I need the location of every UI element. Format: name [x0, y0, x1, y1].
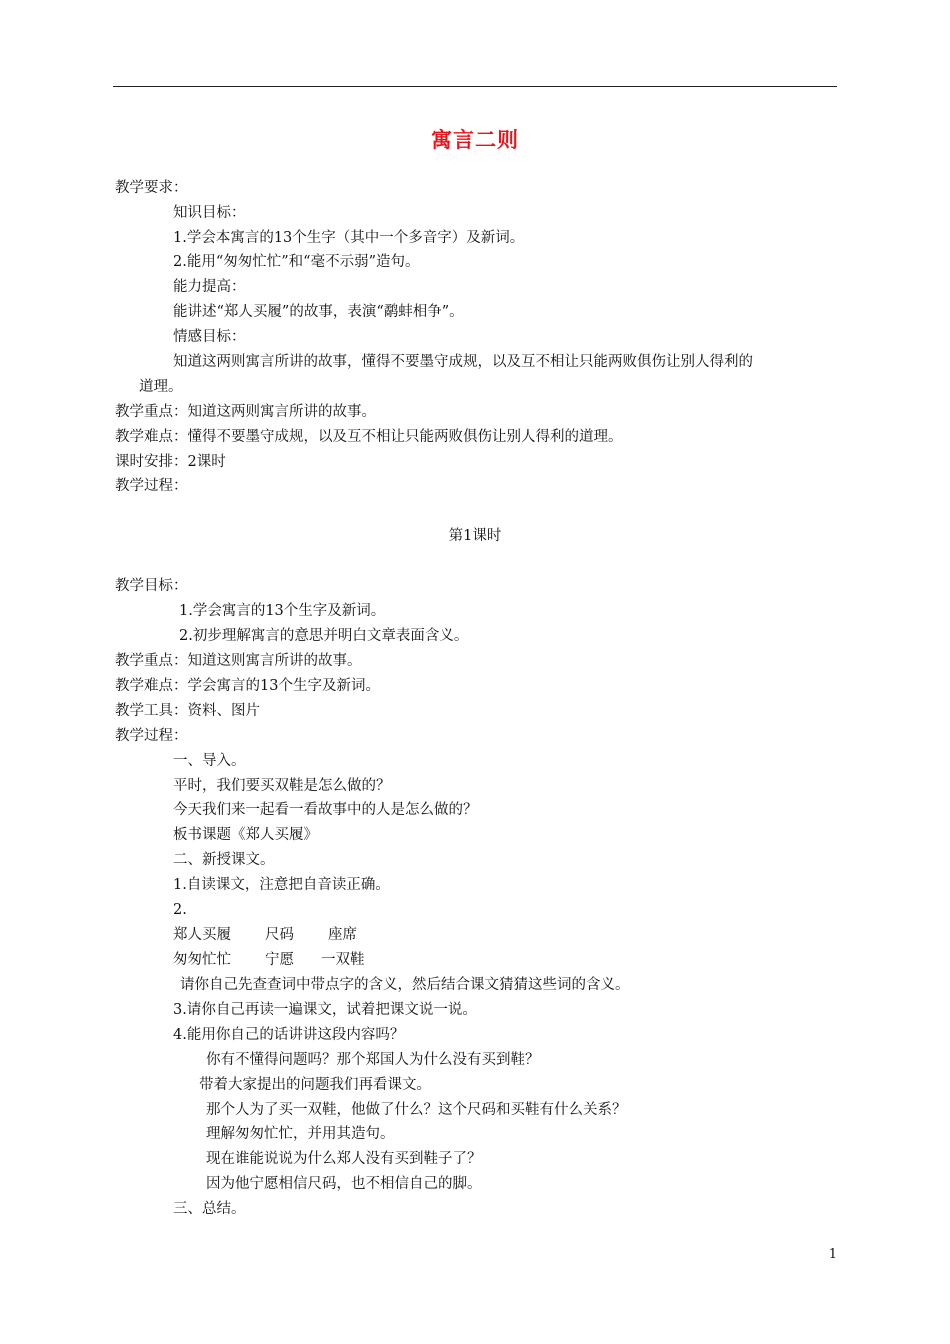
paragraph: 带着大家提出的问题我们再看课文。: [199, 1077, 431, 1093]
list-item: 1.学会本寓言的13个生字（其中一个多音字）及新词。: [173, 230, 525, 246]
document-title: 寓言二则: [431, 127, 519, 152]
paragraph: 板书课题《郑人买履》: [173, 827, 318, 843]
page-number: 1: [828, 1247, 837, 1262]
paragraph: 现在谁能说说为什么郑人没有买到鞋子了？: [206, 1151, 482, 1167]
paragraph: 因为他宁愿相信尺码，也不相信自己的脚。: [206, 1176, 482, 1192]
vocab-row: [173, 950, 365, 970]
vocab-word: 郑人买履: [173, 927, 231, 943]
paragraph: 请你自己先查查词中带点字的含义，然后结合课文猜猜这些词的含义。: [180, 977, 630, 993]
paragraph: 课时安排：2课时: [115, 454, 226, 470]
paragraph: 教学难点：懂得不要墨守成规，以及互不相让只能两败俱伤让别人得利的道理。: [115, 429, 623, 445]
section-heading: 教学过程：: [115, 478, 188, 494]
paragraph: 教学工具：资料、图片: [115, 703, 260, 719]
vocab-word: 匆匆忙忙: [173, 952, 231, 968]
paragraph: 你有不懂得问题吗？那个郑国人为什么没有买到鞋？: [206, 1052, 540, 1068]
vocab-word: 尺码: [265, 927, 294, 943]
list-item: 2.初步理解寓言的意思并明白文章表面含义。: [179, 628, 469, 644]
vocab-word: 座席: [328, 927, 357, 943]
paragraph: 教学重点：知道这则寓言所讲的故事。: [115, 653, 362, 669]
sub-heading: 知识目标：: [173, 205, 246, 221]
list-item: 1.自读课文，注意把自音读正确。: [173, 877, 390, 893]
header-rule: [113, 86, 837, 87]
section-heading: 教学过程：: [115, 728, 188, 744]
lesson-heading: 第1课时: [448, 528, 502, 544]
list-item: 2.能用“匆匆忙忙”和“毫不示弱”造句。: [173, 254, 420, 270]
paragraph: 今天我们来一起看一看故事中的人是怎么做的？: [173, 802, 478, 818]
list-item: 2.: [173, 902, 187, 918]
sub-heading: 能力提高：: [173, 279, 246, 295]
section-heading: 教学要求：: [115, 180, 188, 196]
step-heading: 三、总结。: [173, 1201, 246, 1217]
paragraph: 能讲述“郑人买履”的故事，表演“鹬蚌相争”。: [173, 304, 464, 320]
paragraph: 平时，我们要买双鞋是怎么做的？: [173, 778, 391, 794]
list-item: 4.能用你自己的话讲讲这段内容吗？: [173, 1027, 405, 1043]
sub-heading: 情感目标：: [173, 329, 246, 345]
paragraph: 道理。: [139, 379, 183, 395]
list-item: 1.学会寓言的13个生字及新词。: [179, 603, 386, 619]
paragraph: 教学难点：学会寓言的13个生字及新词。: [115, 678, 380, 694]
section-heading: 教学目标：: [115, 578, 188, 594]
list-item: 3.请你自己再读一遍课文，试着把课文说一说。: [173, 1002, 477, 1018]
paragraph: 教学重点：知道这两则寓言所讲的故事。: [115, 404, 376, 420]
paragraph: 那个人为了买一双鞋，他做了什么？这个尺码和买鞋有什么关系？: [206, 1102, 627, 1118]
step-heading: 一、导入。: [173, 753, 246, 769]
vocab-row: [173, 925, 357, 945]
step-heading: 二、新授课文。: [173, 852, 275, 868]
paragraph: 理解匆匆忙忙，并用其造句。: [206, 1126, 395, 1142]
paragraph: 知道这两则寓言所讲的故事，懂得不要墨守成规，以及互不相让只能两败俱伤让别人得利的: [173, 354, 753, 370]
vocab-word: 一双鞋: [321, 952, 365, 968]
vocab-word: 宁愿: [265, 952, 294, 968]
